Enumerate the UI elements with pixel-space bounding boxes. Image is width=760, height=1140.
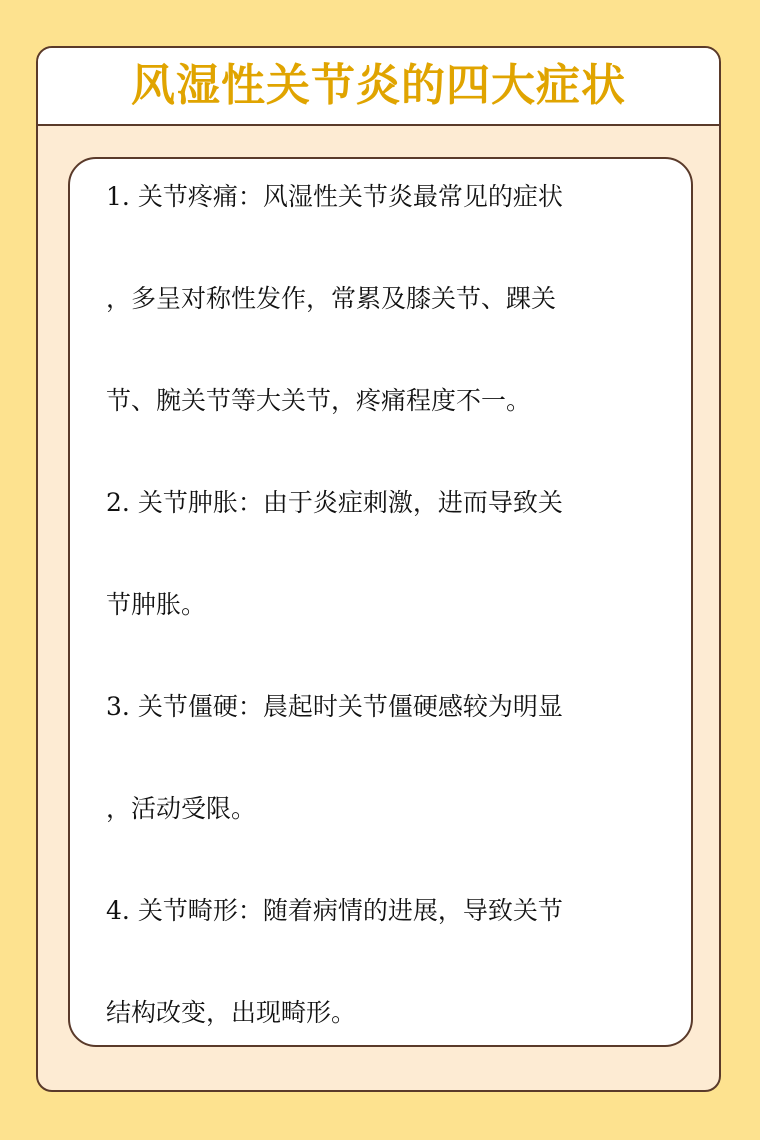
symptom-2-line-1 [106, 483, 666, 585]
symptom-4-line-1 [106, 891, 666, 993]
symptom-list [106, 177, 666, 1092]
symptom-3-number: 3. [106, 692, 130, 721]
page-title: 风湿性关节炎的四大症状 [131, 60, 626, 111]
symptom-2-text: 关节肿胀：由于炎症刺激，进而导致关 [137, 488, 563, 517]
symptom-2-line-2: 节肿胀。 [106, 590, 207, 619]
title-bar [38, 48, 719, 126]
symptom-4-line-2: 结构改变，出现畸形。 [106, 998, 357, 1027]
symptom-4-number: 4. [106, 896, 130, 925]
symptom-1-line-1 [106, 177, 666, 279]
symptom-2-number: 2. [106, 488, 130, 517]
symptom-1-line-3: 节、腕关节等大关节，疼痛程度不一。 [106, 386, 532, 415]
symptom-3-line-1 [106, 687, 666, 789]
symptom-1-line-2: ，多呈对称性发作，常累及膝关节、踝关 [106, 284, 557, 313]
outer-card [36, 46, 721, 1092]
symptom-4-text: 关节畸形：随着病情的进展，导致关节 [137, 896, 563, 925]
symptom-3-line-2: ，活动受限。 [106, 794, 257, 823]
symptom-3-text: 关节僵硬：晨起时关节僵硬感较为明显 [137, 692, 563, 721]
content-card [68, 157, 693, 1047]
symptom-1-text: 关节疼痛：风湿性关节炎最常见的症状 [137, 182, 563, 211]
symptom-1-number: 1. [106, 182, 130, 211]
